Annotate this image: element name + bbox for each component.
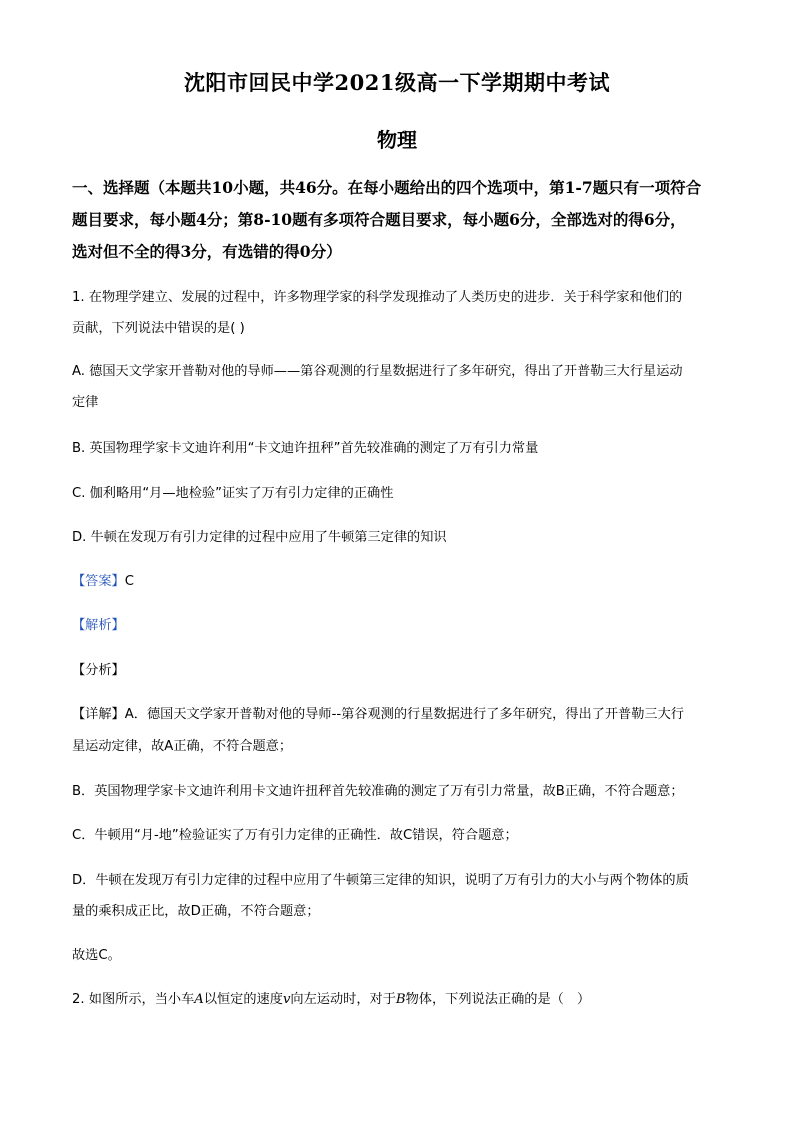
q1-conclusion: 故选C。 xyxy=(72,948,121,963)
detail-tag: 【详解】 xyxy=(72,707,125,722)
q1-detail-b: B．英国物理学家卡文迪许利用卡文迪许扭秤首先较准确的测定了万有引力常量，故B正确，不符合题意； xyxy=(72,784,684,799)
q1-option-b: B. 英国物理学家卡文迪许利用“卡文迪许扭秤”首先较准确的测定了万有引力常量 xyxy=(72,441,539,456)
answer-tag: 【答案】 xyxy=(72,574,125,589)
q1-stem-line-2: 贡献，下列说法中错误的是( ) xyxy=(72,321,245,336)
subject-title: 物理 xyxy=(377,128,417,152)
q1-analysis-tag xyxy=(72,614,125,633)
q1-detail-d-line-1: D．牛顿在发现万有引力定律的过程中应用了牛顿第三定律的知识，说明了万有引力的大小与两个物体的质 xyxy=(72,873,689,888)
q2-stem-part-1: 2. 如图所示，当小车 xyxy=(72,992,195,1007)
q2-stem-part-2: 以恒定的速度 xyxy=(203,992,283,1007)
exam-title: 沈阳市回民中学2021级高一下学期期中考试 xyxy=(184,70,610,95)
q2-var-b: B xyxy=(395,992,406,1007)
section-line-1: 一、选择题（本题共10小题，共46分。在每小题给出的四个选项中，第1-7题只有一项符合 xyxy=(72,178,702,197)
q1-stem-line-1: 1. 在物理学建立、发展的过程中，许多物理学家的科学发现推动了人类历史的进步．关于科学家和他们的 xyxy=(72,290,683,305)
q2-var-a: A xyxy=(194,992,204,1007)
section-line-2: 题目要求，每小题4分；第8-10题有多项符合题目要求，每小题6分，全部选对的得6分， xyxy=(72,210,686,229)
section-line-3: 选对但不全的得3分，有选错的得0分） xyxy=(72,242,342,261)
q1-detail-d-line-2: 量的乘积成正比，故D正确，不符合题意； xyxy=(72,904,320,919)
q1-fenxi-tag: 【分析】 xyxy=(72,663,125,678)
q1-detail-a-line-2: 星运动定律，故A正确，不符合题意； xyxy=(72,739,293,754)
section-instructions xyxy=(72,172,732,268)
q1-detail-c: C．牛顿用“月-地”检验证实了万有引力定律的正确性．故C错误，符合题意； xyxy=(72,828,518,843)
q1-option-a-line-1: A. 德国天文学家开普勒对他的导师——第谷观测的行星数据进行了多年研究，得出了开普勒三大行星运动 xyxy=(72,364,683,379)
q1-option-a-line-2: 定律 xyxy=(72,395,99,410)
q2-stem-part-4: 物体，下列说法正确的是（ ） xyxy=(405,992,591,1007)
q2-stem-part-3: 向左运动时，对于 xyxy=(290,992,396,1007)
q1-detail-a-line-1 xyxy=(72,703,684,722)
q2-var-v: v xyxy=(282,992,291,1007)
analysis-tag: 【解析】 xyxy=(72,618,125,633)
answer-value: C xyxy=(124,574,134,589)
q1-option-d: D. 牛顿在发现万有引力定律的过程中应用了牛顿第三定律的知识 xyxy=(72,530,447,545)
q1-option-c: C. 伽利略用“月—地检验”证实了万有引力定律的正确性 xyxy=(72,486,394,501)
q2-stem xyxy=(72,988,590,1007)
detail-a-text: A．德国天文学家开普勒对他的导师--第谷观测的行星数据进行了多年研究，得出了开普勒三大行 xyxy=(124,707,684,722)
q1-answer xyxy=(72,570,134,589)
